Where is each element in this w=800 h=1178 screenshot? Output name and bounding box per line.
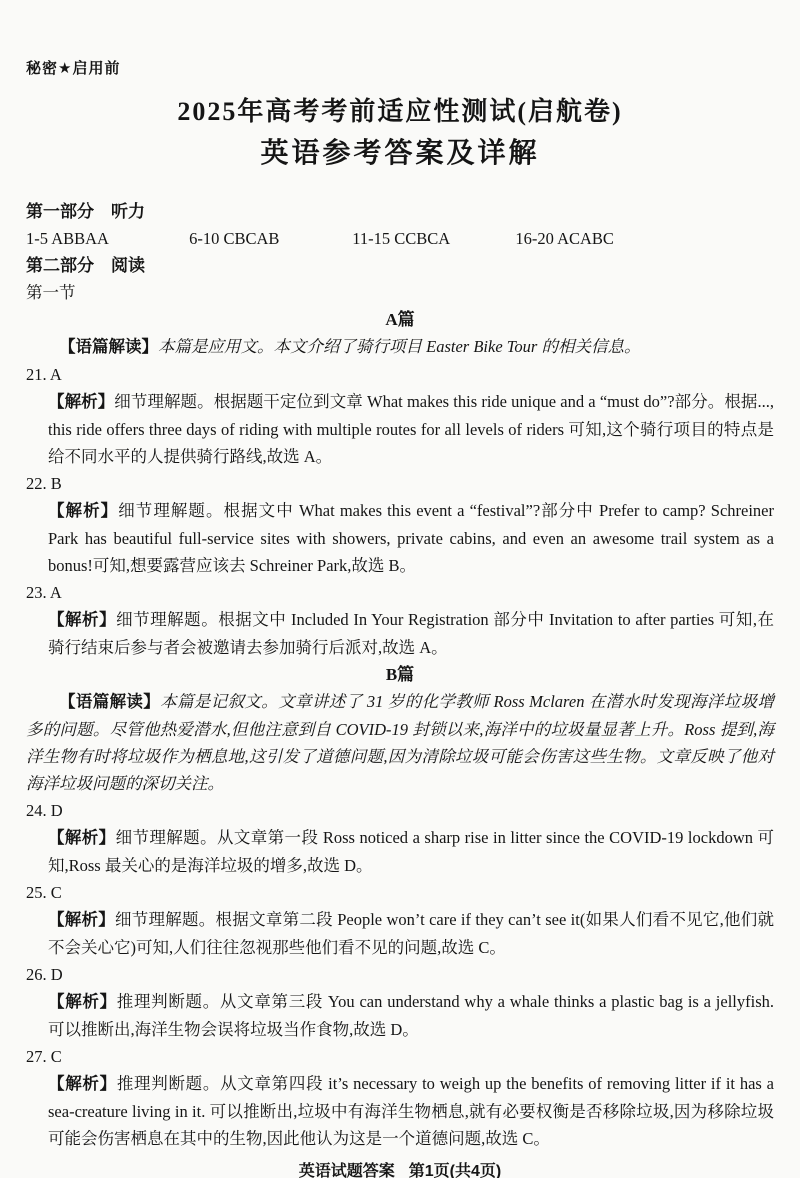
- explanation-text: 细节理解题。根据题干定位到文章 What makes this ride unique and a “must do”?部分。根据..., this ride offers three days of riding with multiple routes for all levels of riders 可知,这个骑行项目的特点是给不同水平的人提供骑行路线,故选 A。: [48, 392, 774, 466]
- overview-text: 本篇是记叙文。文章讲述了 31 岁的化学教师 Ross Mclaren 在潜水时发现海洋垃圾增多的问题。尽管他热爱潜水,但他注意到自 COVID-19 封锁以来,海洋中的垃圾量显著上升。Ross 提到,海洋生物有时将垃圾作为栖息地,这引发了道德问题,因为清除垃圾可能会伤害这些生物。文章反映了他对海洋垃圾问题的深切关注。: [26, 692, 774, 793]
- explanation-text: 细节理解题。根据文中 Included In Your Registration 部分中 Invitation to after parties 可知,在骑行结束后参与者会被邀请去参加骑行后派对,故选 A。: [48, 610, 775, 657]
- footer-page-number: 第1页(共4页): [408, 1163, 502, 1178]
- overview-tag: 【语篇解读】: [59, 693, 161, 711]
- answer-item-number: 24. D: [26, 801, 63, 820]
- explanation-text: 细节理解题。根据文章第二段 People won’t care if they can’t see it(如果人们看不见它,他们就不会关心它)可知,人们往往忽视那些他们看不见的问题,故选 C。: [48, 910, 775, 957]
- answer-item-number: 25. C: [26, 883, 62, 902]
- answer-item-explanation: [48, 497, 774, 579]
- explanation-text: 细节理解题。从文章第一段 Ross noticed a sharp rise in litter since the COVID-19 lockdown 可知,Ross 最关心的是海洋垃圾的增多,故选 D。: [48, 828, 775, 875]
- explanation-tag: 【解析】: [48, 502, 119, 520]
- passage-a-overview: [26, 333, 774, 361]
- footer-doc-name: 英语试题答案: [298, 1163, 395, 1178]
- answer-item-explanation: [48, 906, 774, 961]
- listening-answer-group: 1-5 ABBAA: [26, 229, 109, 248]
- page-footer: [26, 1158, 774, 1178]
- explanation-text: 推理判断题。从文章第三段 You can understand why a whale thinks a plastic bag is a jellyfish. 可以推断出,海洋生物会误将垃圾当作食物,故选 D。: [48, 992, 774, 1039]
- listening-answer-group: 11-15 CCBCA: [352, 229, 451, 248]
- listening-answer-group: 6-10 CBCAB: [189, 229, 280, 248]
- security-classification: 秘密★启用前: [26, 60, 121, 77]
- overview-text: 本篇是应用文。本文介绍了骑行项目 Easter Bike Tour 的相关信息。: [158, 337, 641, 356]
- answer-item-explanation: [48, 606, 774, 661]
- listening-part-heading: 第一部分 听力: [26, 202, 145, 221]
- explanation-tag: 【解析】: [48, 611, 117, 629]
- explanation-tag: 【解析】: [48, 993, 117, 1011]
- explanation-text: 推理判断题。从文章第四段 it’s necessary to weigh up the benefits of removing litter if it has a sea-creature living in it. 可以推断出,垃圾中有海洋生物栖息,就有必要权衡是否移除垃圾,因为移除垃圾可能会伤害栖息在其中的生物,因此他认为这是一个道德问题,故选 C。: [48, 1074, 774, 1148]
- answer-item-explanation: [48, 824, 774, 879]
- explanation-text: 细节理解题。根据文中 What makes this event a “festival”?部分中 Prefer to camp? Schreiner Park has beautiful full-service sites with showers, private cabins, and even an awesome trail system as a bonus!可知,想要露营应该去 Schreiner Park,故选 B。: [48, 501, 774, 575]
- explanation-tag: 【解析】: [48, 393, 115, 411]
- reading-part-heading: 第二部分 阅读: [26, 256, 145, 275]
- answer-item-number: 26. D: [26, 965, 63, 984]
- answer-item-number: 27. C: [26, 1047, 62, 1066]
- explanation-tag: 【解析】: [48, 911, 116, 929]
- document-title: 2025年高考考前适应性测试(启航卷): [177, 97, 623, 126]
- answer-item-explanation: [48, 988, 774, 1043]
- listening-answer-group: 16-20 ACABC: [515, 229, 614, 248]
- answer-item-number: 23. A: [26, 583, 62, 602]
- answer-item-number: 21. A: [26, 365, 62, 384]
- answer-item-explanation: [48, 1070, 774, 1152]
- listening-answers-row: [26, 225, 774, 252]
- answer-item-explanation: [48, 388, 774, 470]
- reading-section-label: 第一节: [26, 283, 76, 302]
- explanation-tag: 【解析】: [48, 829, 116, 847]
- document-subtitle: 英语参考答案及详解: [260, 137, 540, 168]
- passage-b-label: B篇: [385, 665, 415, 684]
- passage-a-label: A篇: [385, 310, 415, 329]
- explanation-tag: 【解析】: [48, 1075, 117, 1093]
- passage-b-overview: [26, 688, 774, 797]
- overview-tag: 【语篇解读】: [59, 338, 158, 356]
- answer-item-number: 22. B: [26, 474, 62, 493]
